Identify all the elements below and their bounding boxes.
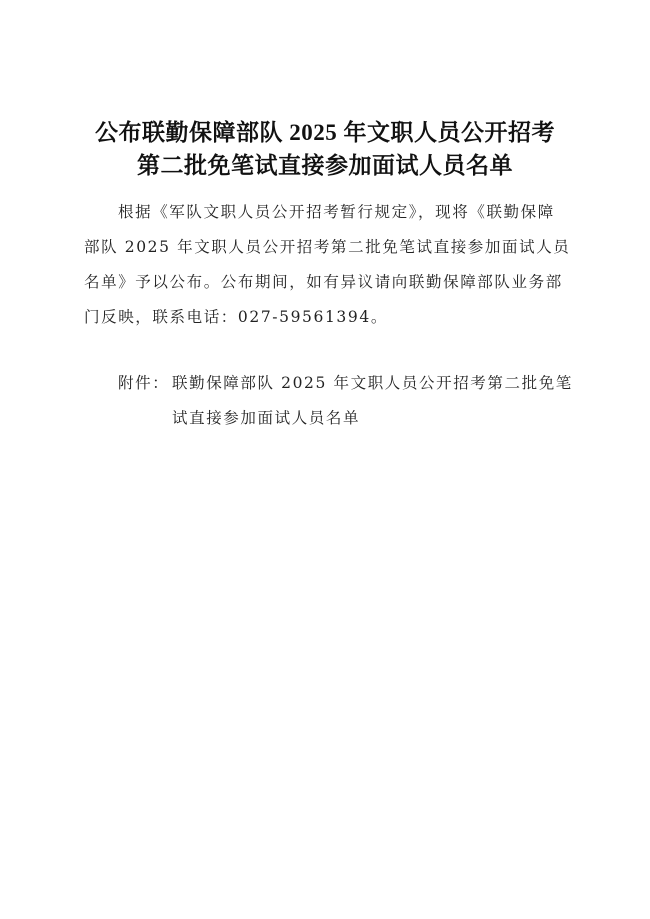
document-title-line-2: 第二批免笔试直接参加面试人员名单	[137, 153, 513, 178]
document-title-line-1: 公布联勤保障部队 2025 年文职人员公开招考	[95, 120, 555, 145]
attachment-line-2: 试直接参加面试人员名单	[172, 409, 361, 427]
body-line-1: 根据《军队文职人员公开招考暂行规定》，现将《联勤保障	[118, 203, 555, 221]
body-line-2: 部队 2025 年文职人员公开招考第二批免笔试直接参加面试人员	[84, 238, 571, 256]
body-line-4: 门反映，联系电话：027-59561394。	[84, 308, 388, 326]
attachment-label: 附件：	[118, 374, 170, 392]
body-line-3: 名单》予以公布。公布期间，如有异议请向联勤保障部队业务部	[84, 273, 563, 291]
attachment-line-1: 联勤保障部队 2025 年文职人员公开招考第二批免笔	[172, 374, 573, 392]
